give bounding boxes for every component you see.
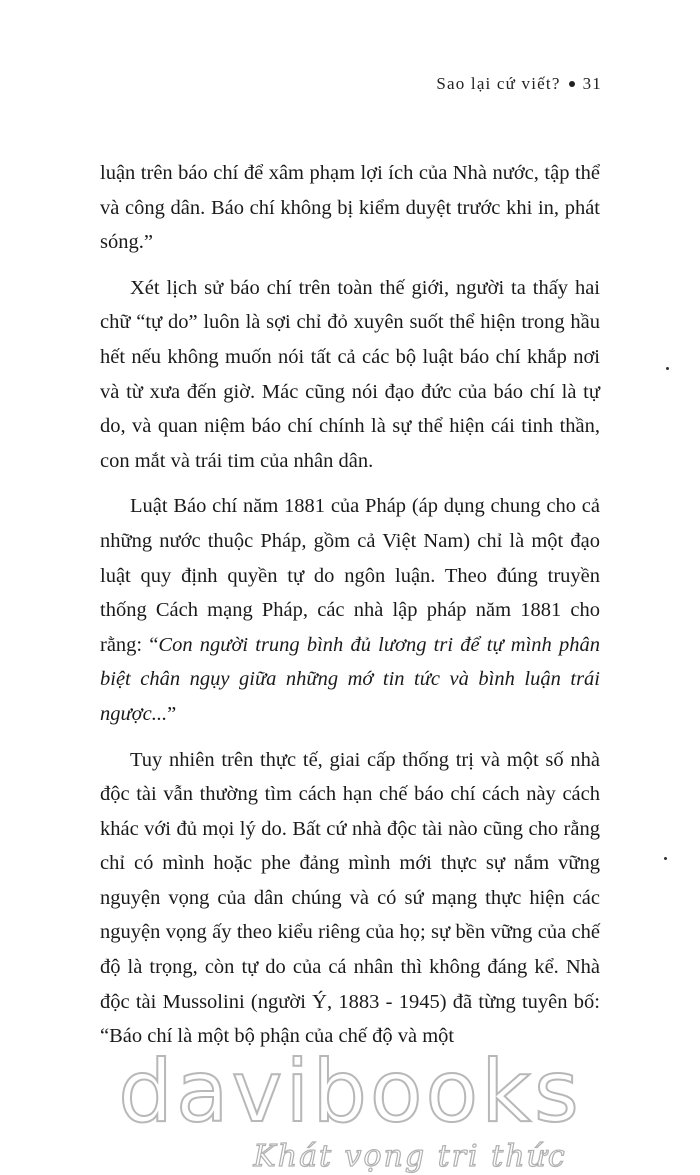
body-text	[100, 156, 600, 1065]
watermark-slogan: Khát vọng tri thức	[253, 1139, 567, 1174]
paragraph-3-italic-quote: Con người trung bình đủ lương tri để tự mình phân biệt chân ngụy giữa những mớ tin tức và bình luận trái ngược...	[100, 633, 600, 725]
paragraph-3	[100, 489, 600, 731]
page-number: 31	[582, 74, 602, 93]
margin-speck	[664, 857, 667, 860]
paragraph-1: luận trên báo chí để xâm phạm lợi ích của Nhà nước, tập thể và công dân. Báo chí không bị kiểm duyệt trước khi in, phát sóng.”	[100, 162, 600, 254]
margin-speck	[666, 367, 669, 370]
running-head	[436, 74, 602, 94]
paragraph-3-closing-quote: ”	[167, 702, 177, 725]
paragraph-3-text: Luật Báo chí năm 1881 của Pháp (áp dụng chung cho cả những nước thuộc Pháp, gồm cả Việt Nam) chỉ là một đạo luật quy định quyền tự do ngôn luận. Theo đúng truyền thống Cách mạng Pháp, các nhà lập pháp năm 1881 cho rằng: “	[100, 495, 600, 656]
paragraph-4: Tuy nhiên trên thực tế, giai cấp thống trị và một số nhà độc tài vẫn thường tìm cách hạn chế báo chí cách này cách khác với đủ mọi lý do. Bất cứ nhà độc tài nào cũng cho rằng chỉ có mình hoặc phe đảng mình mới thực sự nắm vững nguyện vọng của dân chúng và có sứ mạng thực hiện các nguyện vọng ấy theo kiểu riêng của họ; sự bền vững của chế độ là trọng, còn tự do của cá nhân thì không đáng kể. Nhà độc tài Mussolini (người Ý, 1883 - 1945) đã từng tuyên bố: “Báo chí là một bộ phận của chế độ và một	[100, 748, 600, 1048]
watermark-brand: davibooks	[118, 1042, 582, 1142]
bullet-separator-icon	[569, 81, 575, 87]
chapter-title: Sao lại cứ viết?	[436, 74, 561, 93]
paragraph-2: Xét lịch sử báo chí trên toàn thế giới, người ta thấy hai chữ “tự do” luôn là sợi chỉ đỏ xuyên suốt thể hiện trong hầu hết nếu không muốn nói tất cả các bộ luật báo chí khắp nơi và từ xưa đến giờ. Mác cũng nói đạo đức của báo chí là tự do, và quan niệm báo chí chính là sự thể hiện cái tinh thần, con mắt và trái tim của nhân dân.	[100, 276, 600, 472]
